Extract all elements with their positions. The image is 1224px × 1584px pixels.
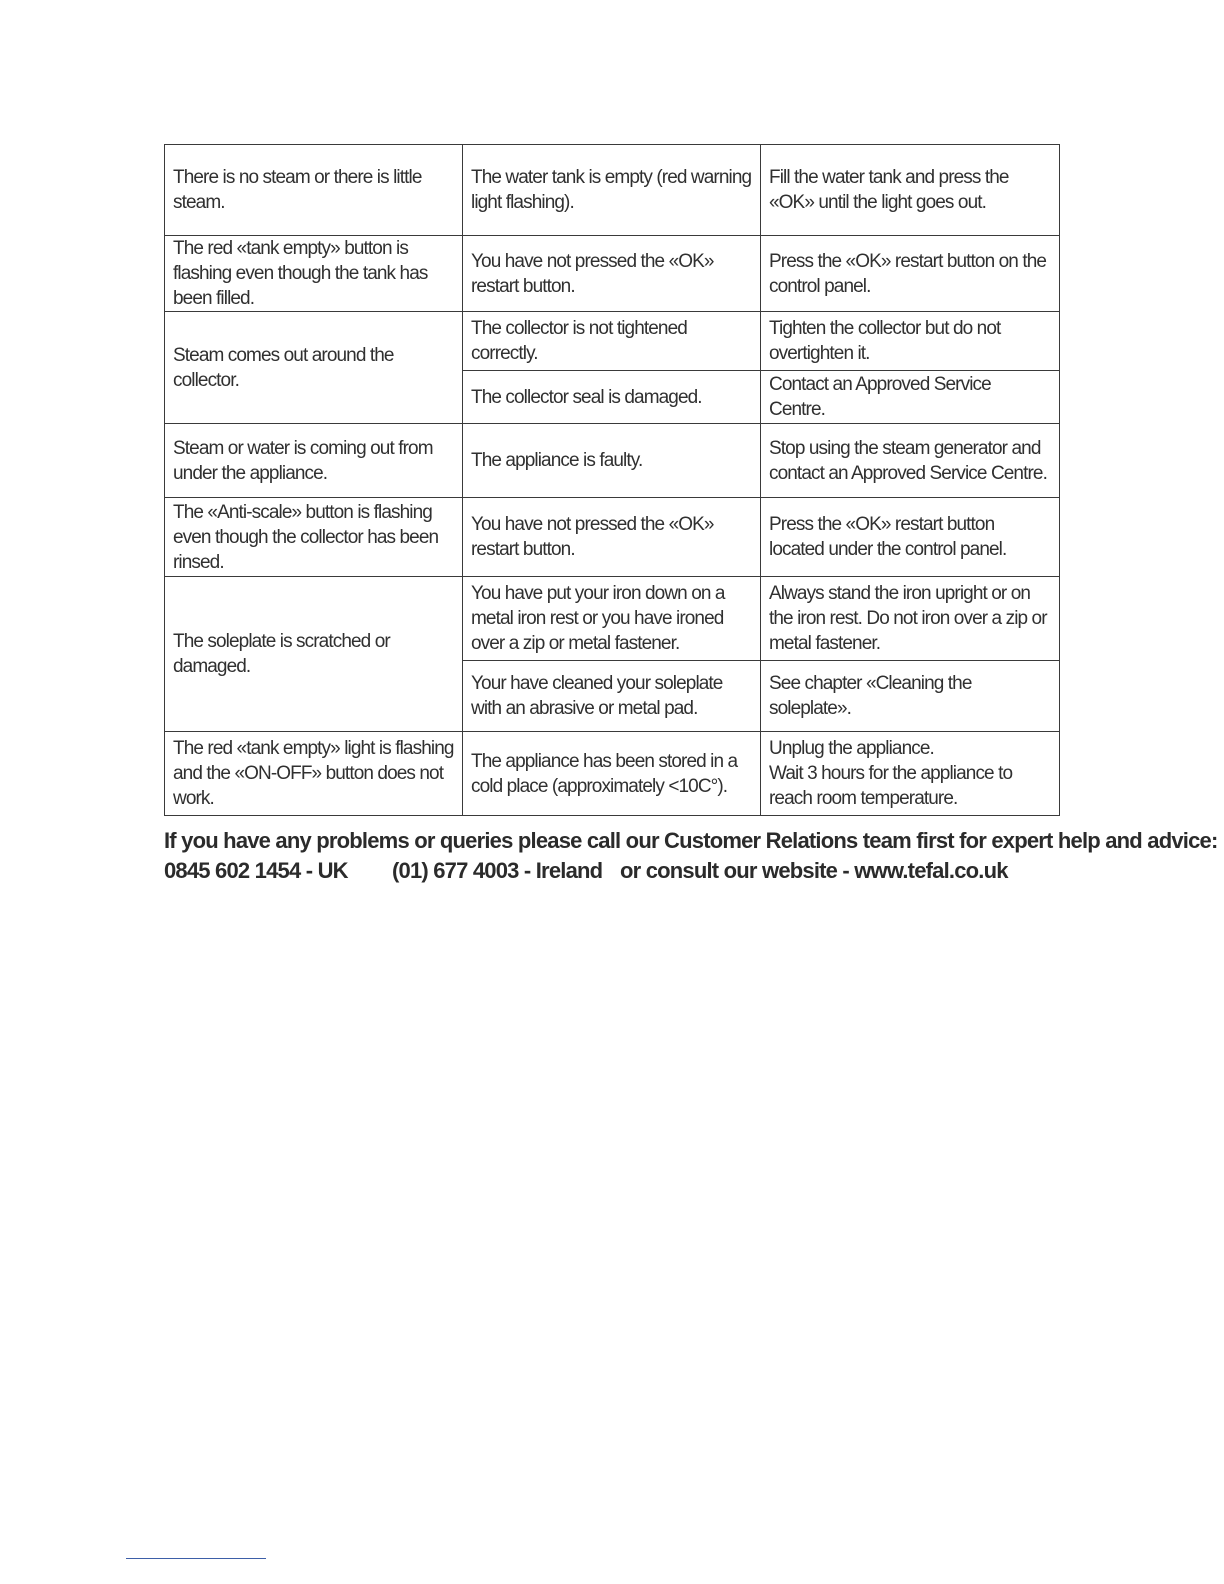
cause-cell: The appliance is faulty. xyxy=(463,424,761,498)
cause-cell: You have not pressed the «OK» restart button. xyxy=(463,498,761,577)
table-row xyxy=(165,312,1060,371)
cause-cell: You have not pressed the «OK» restart button. xyxy=(463,236,761,312)
solution-cell: Stop using the steam generator and contact an Approved Service Centre. xyxy=(761,424,1060,498)
cause-cell: The water tank is empty (red warning light flashing). xyxy=(463,145,761,236)
solution-cell: Contact an Approved Service Centre. xyxy=(761,371,1060,424)
solution-cell: Press the «OK» restart button located under the control panel. xyxy=(761,498,1060,577)
solution-cell: Always stand the iron upright or on the iron rest. Do not iron over a zip or metal fastener. xyxy=(761,577,1060,661)
phone-ireland: (01) 677 4003 - Ireland xyxy=(392,858,603,883)
problem-cell: Steam or water is coming out from under the appliance. xyxy=(165,424,463,498)
website-text: or consult our website - www.tefal.co.uk xyxy=(620,858,1008,883)
footer-contact-line xyxy=(164,856,1064,886)
troubleshooting-table xyxy=(164,144,1060,816)
solution-cell: Tighten the collector but do not overtighten it. xyxy=(761,312,1060,371)
cause-cell: The appliance has been stored in a cold place (approximately <10C°). xyxy=(463,732,761,816)
problem-cell: The soleplate is scratched or damaged. xyxy=(165,577,463,732)
table-row xyxy=(165,577,1060,661)
phone-uk: 0845 602 1454 - UK xyxy=(164,858,348,883)
solution-cell: Press the «OK» restart button on the control panel. xyxy=(761,236,1060,312)
table-row xyxy=(165,498,1060,577)
cause-cell: The collector is not tightened correctly. xyxy=(463,312,761,371)
table-row xyxy=(165,732,1060,816)
problem-cell: There is no steam or there is little steam. xyxy=(165,145,463,236)
table-row xyxy=(165,145,1060,236)
solution-cell: Unplug the appliance. Wait 3 hours for the appliance to reach room temperature. xyxy=(761,732,1060,816)
footnote-divider xyxy=(126,1558,266,1559)
cause-cell: Your have cleaned your soleplate with an abrasive or metal pad. xyxy=(463,661,761,732)
problem-cell: The red «tank empty» light is flashing and the «ON-OFF» button does not work. xyxy=(165,732,463,816)
table-row xyxy=(165,424,1060,498)
solution-cell: Fill the water tank and press the «OK» until the light goes out. xyxy=(761,145,1060,236)
problem-cell: The red «tank empty» button is flashing even though the tank has been filled. xyxy=(165,236,463,312)
customer-relations-footer xyxy=(164,826,1218,886)
problem-cell: The «Anti-scale» button is flashing even though the collector has been rinsed. xyxy=(165,498,463,577)
footer-help-text: If you have any problems or queries please call our Customer Relations team first for expert help and advice: xyxy=(164,828,1218,853)
table-row xyxy=(165,236,1060,312)
cause-cell: The collector seal is damaged. xyxy=(463,371,761,424)
problem-cell: Steam comes out around the collector. xyxy=(165,312,463,424)
solution-cell: See chapter «Cleaning the soleplate». xyxy=(761,661,1060,732)
cause-cell: You have put your iron down on a metal iron rest or you have ironed over a zip or metal fastener. xyxy=(463,577,761,661)
